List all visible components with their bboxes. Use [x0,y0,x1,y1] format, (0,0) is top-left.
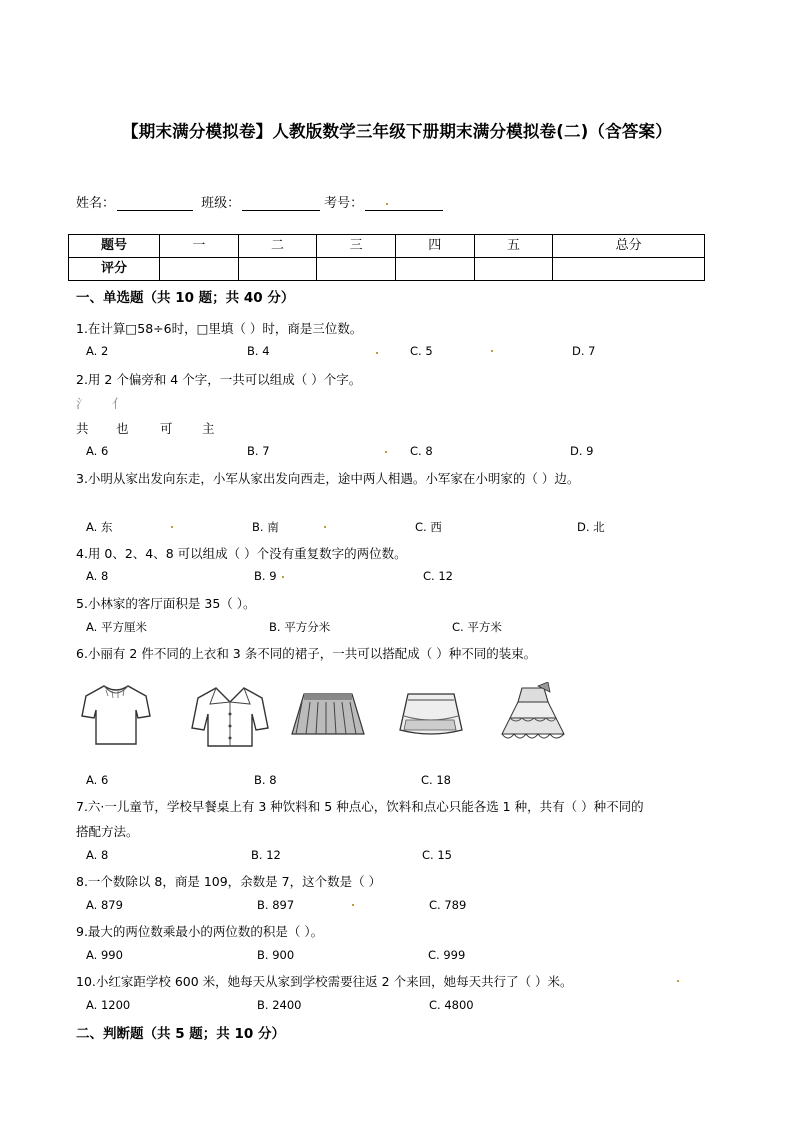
option[interactable]: A. 8 [86,569,109,583]
option[interactable]: B. 12 [251,848,281,862]
option[interactable]: B. 8 [254,773,277,787]
speck [677,980,679,982]
option[interactable]: A. 1200 [86,998,131,1012]
score-cell[interactable] [553,258,705,281]
question-text: 9.最大的两位数乘最小的两位数的积是（ ）。 [76,924,324,939]
radical-item: 氵 [76,396,89,411]
score-header-cell: 五 [474,235,553,258]
question-text: 3.小明从家出发向东走，小军从家出发向西走，途中两人相遇。小军家在小明家的（ ）边。 [76,471,580,486]
score-header-cell: 总分 [553,235,705,258]
char-item: 主 [202,421,215,436]
option[interactable]: B. 2400 [257,998,302,1012]
option[interactable]: A. 2 [86,344,109,358]
shirt-1-image [80,682,152,748]
option[interactable]: C. 789 [429,898,467,912]
skirt-3-image [498,682,568,746]
score-header-cell: 四 [395,235,474,258]
option[interactable]: A. 8 [86,848,109,862]
score-cell[interactable] [160,258,239,281]
score-cell[interactable] [474,258,553,281]
option[interactable]: A. 6 [86,444,109,458]
option[interactable]: C. 999 [428,948,466,962]
question-text: 7.六·一儿童节，学校早餐桌上有 3 种饮料和 5 种点心，饮料和点心只能各选 1 种，共有（ ）种不同的 [76,799,644,814]
name-label: 姓名： [76,196,116,211]
option[interactable]: C. 8 [410,444,433,458]
score-cell[interactable] [317,258,396,281]
speck [171,526,173,528]
speck [386,203,388,205]
page-title: 【期末满分模拟卷】人教版数学三年级下册期末满分模拟卷(二)（含答案） [122,122,672,141]
option[interactable]: B. 900 [257,948,295,962]
option[interactable]: A. 东 [86,520,113,534]
option[interactable]: C. 4800 [429,998,474,1012]
score-row-label: 评分 [69,258,160,281]
option[interactable]: D. 7 [572,344,596,358]
option[interactable]: A. 6 [86,773,109,787]
option[interactable]: B. 南 [252,520,279,534]
char-item: 可 [160,421,173,436]
speck [376,352,378,354]
option[interactable]: B. 4 [247,344,270,358]
skirt-2-image [398,690,464,740]
option[interactable]: C. 15 [422,848,452,862]
exam-no-blank[interactable] [365,196,443,211]
char-item: 共 [76,421,89,436]
speck [385,451,387,453]
class-label: 班级： [201,196,241,211]
question-text-continued: 搭配方法。 [76,824,139,839]
option[interactable]: C. 5 [410,344,433,358]
speck [282,576,284,578]
option[interactable]: C. 18 [421,773,451,787]
option[interactable]: A. 平方厘米 [86,620,147,634]
exam-no-label: 考号： [324,196,364,211]
speck [491,350,493,352]
shirt-2-image [190,684,270,748]
score-header-cell: 一 [160,235,239,258]
score-cell[interactable] [238,258,317,281]
option[interactable]: C. 12 [423,569,453,583]
option[interactable]: A. 879 [86,898,123,912]
question-text: 1.在计算□58÷6时，□里填（ ）时，商是三位数。 [76,321,363,336]
score-header-cell: 三 [317,235,396,258]
score-table [68,234,705,281]
score-table-score-row [69,258,705,281]
question-text: 8.一个数除以 8，商是 109，余数是 7，这个数是（ ） [76,874,382,889]
score-header-cell: 二 [238,235,317,258]
option[interactable]: C. 平方米 [452,620,502,634]
skirt-1-image [290,690,366,738]
score-cell[interactable] [395,258,474,281]
score-header-cell: 题号 [69,235,160,258]
section-heading-true-false: 二、判断题（共 5 题；共 10 分） [76,1026,285,1042]
option[interactable]: D. 北 [577,520,605,534]
question-text: 6.小丽有 2 件不同的上衣和 3 条不同的裙子，一共可以搭配成（ ）种不同的装束。 [76,646,537,661]
question-text: 5.小林家的客厅面积是 35（ ）。 [76,596,256,611]
option[interactable]: C. 西 [415,520,442,534]
option[interactable]: B. 9 [254,569,277,583]
option[interactable]: B. 7 [247,444,270,458]
speck [324,526,326,528]
score-table-header-row [69,235,705,258]
char-item: 也 [116,421,129,436]
section-heading-single-choice: 一、单选题（共 10 题；共 40 分） [76,290,295,306]
option[interactable]: B. 平方分米 [269,620,331,634]
question-text: 10.小红家距学校 600 米，她每天从家到学校需要往返 2 个来回，她每天共行了（ ）米。 [76,974,573,989]
speck [352,904,354,906]
class-blank[interactable] [242,196,320,211]
option[interactable]: D. 9 [570,444,594,458]
question-text: 4.用 0、2、4、8 可以组成（ ）个没有重复数字的两位数。 [76,546,407,561]
student-info-line [76,192,447,211]
option[interactable]: B. 897 [257,898,295,912]
radical-item: 亻 [112,396,125,411]
name-blank[interactable] [117,196,193,211]
question-text: 2.用 2 个偏旁和 4 个字，一共可以组成（ ）个字。 [76,372,362,387]
option[interactable]: A. 990 [86,948,123,962]
